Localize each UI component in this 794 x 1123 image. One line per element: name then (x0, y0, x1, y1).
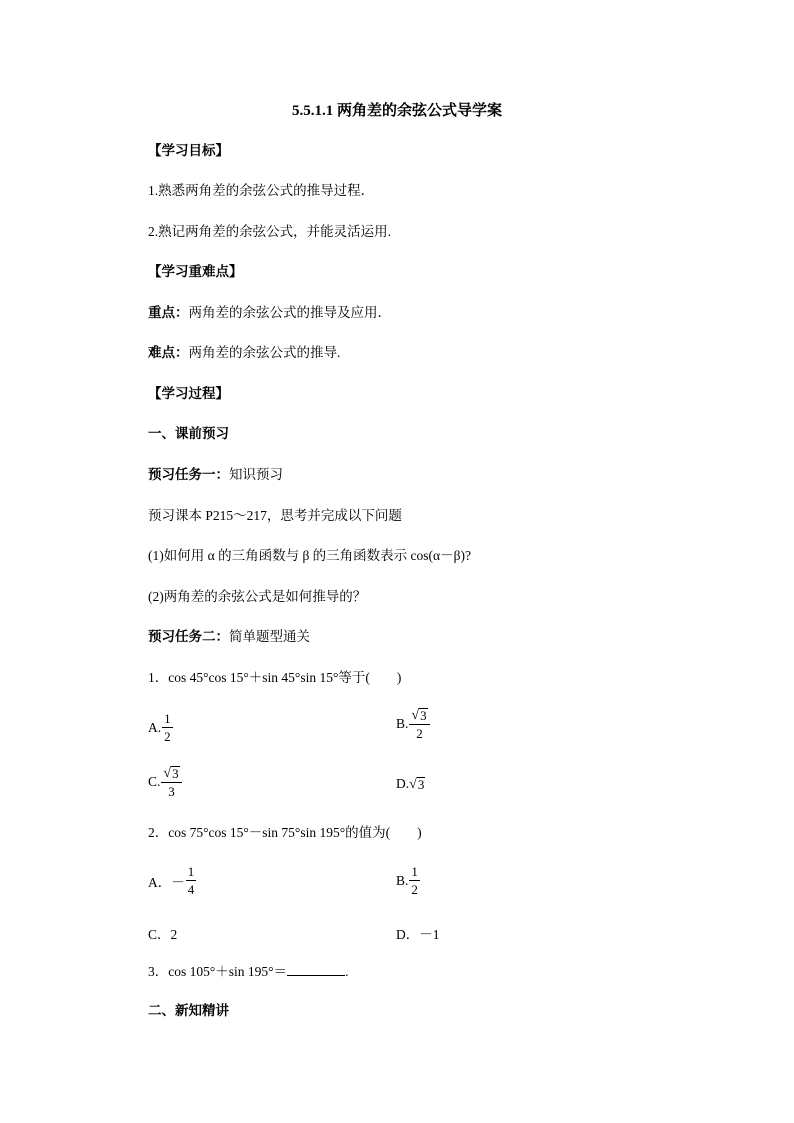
option-label: B. (396, 872, 409, 888)
denominator: 3 (168, 784, 175, 799)
option-label: D. (396, 776, 410, 791)
option-label: C. (148, 774, 161, 789)
question-1: (1)如何用 α 的三角函数与 β 的三角函数表示 cos(α－β)? (148, 548, 471, 563)
numerator (409, 707, 429, 725)
problem-2-option-c (148, 923, 177, 943)
problem-2-stem: 2．cos 75°cos 15°－sin 75°sin 195°的值为( ) (148, 825, 422, 840)
problem-1-option-b (396, 707, 430, 741)
numerator: 1 (187, 864, 195, 879)
problem-2-option-b (396, 864, 420, 897)
fraction (409, 864, 420, 897)
radical-sign: √ (163, 766, 172, 781)
sqrt-expression (163, 766, 179, 781)
key-point (148, 305, 391, 321)
task1-label: 预习任务一： (148, 467, 229, 482)
goal-2: 2.熟记两角差的余弦公式，并能灵活运用. (148, 224, 391, 239)
process-heading: 【学习过程】 (148, 386, 229, 401)
problem-2-option-a (148, 864, 196, 897)
denominator: 2 (416, 726, 423, 741)
numerator (161, 765, 181, 783)
task2 (148, 629, 310, 645)
option-label: A. (148, 719, 162, 735)
radicand: 3 (172, 766, 179, 781)
option-label: C．2 (148, 927, 178, 942)
problem-3 (148, 963, 348, 980)
sqrt-expression (411, 708, 427, 723)
problem-2-option-d (396, 923, 440, 943)
numerator: 1 (411, 864, 418, 879)
radicand: 3 (417, 776, 425, 792)
key-point-text: 两角差的余弦公式的推导及应用． (188, 305, 391, 320)
radical-sign: √ (411, 708, 420, 723)
difficult-point-label: 难点： (148, 345, 189, 360)
problem-1-option-d (396, 776, 425, 792)
key-difficult-heading: 【学习重难点】 (148, 264, 243, 279)
key-point-label: 重点： (148, 305, 189, 320)
fraction (186, 864, 197, 897)
option-label: B. (396, 716, 409, 731)
problem-1-option-a (148, 711, 173, 744)
problem-3-stem: 3．cos 105°＋sin 195°＝ (148, 964, 288, 979)
task1-text: 知识预习 (229, 467, 283, 482)
difficult-point (148, 345, 340, 361)
preview-text: 预习课本 P215～217，思考并完成以下问题 (148, 508, 402, 523)
goal-1: 1.熟悉两角差的余弦公式的推导过程． (148, 183, 375, 198)
radical-sign: √ (409, 776, 417, 792)
option-label: D．－1 (396, 927, 440, 942)
problem-1-stem: 1．cos 45°cos 15°＋sin 45°sin 15°等于( ) (148, 670, 402, 685)
numerator: 1 (164, 711, 171, 726)
goals-heading: 【学习目标】 (148, 143, 229, 158)
fraction (161, 765, 181, 799)
option-label: A．－ (148, 874, 185, 890)
task2-label: 预习任务二： (148, 629, 229, 644)
part1-heading: 一、课前预习 (148, 426, 229, 441)
radicand: 3 (420, 708, 427, 723)
document-title: 5.5.1.1 两角差的余弦公式导学案 (291, 103, 502, 119)
difficult-point-text: 两角差的余弦公式的推导. (188, 345, 341, 360)
fraction (162, 711, 173, 744)
task2-text: 简单题型通关 (229, 629, 310, 644)
denominator: 2 (411, 882, 418, 897)
denominator: 2 (164, 729, 171, 744)
problem-3-tail: . (345, 964, 349, 979)
fraction (409, 707, 429, 741)
denominator: 4 (187, 882, 195, 897)
question-2: (2)两角差的余弦公式是如何推导的？ (148, 589, 367, 604)
part2-heading: 二、新知精讲 (148, 1003, 229, 1018)
task1 (148, 467, 283, 483)
answer-blank (287, 963, 345, 976)
sqrt-expression (409, 777, 425, 792)
problem-1-option-c (148, 765, 182, 799)
